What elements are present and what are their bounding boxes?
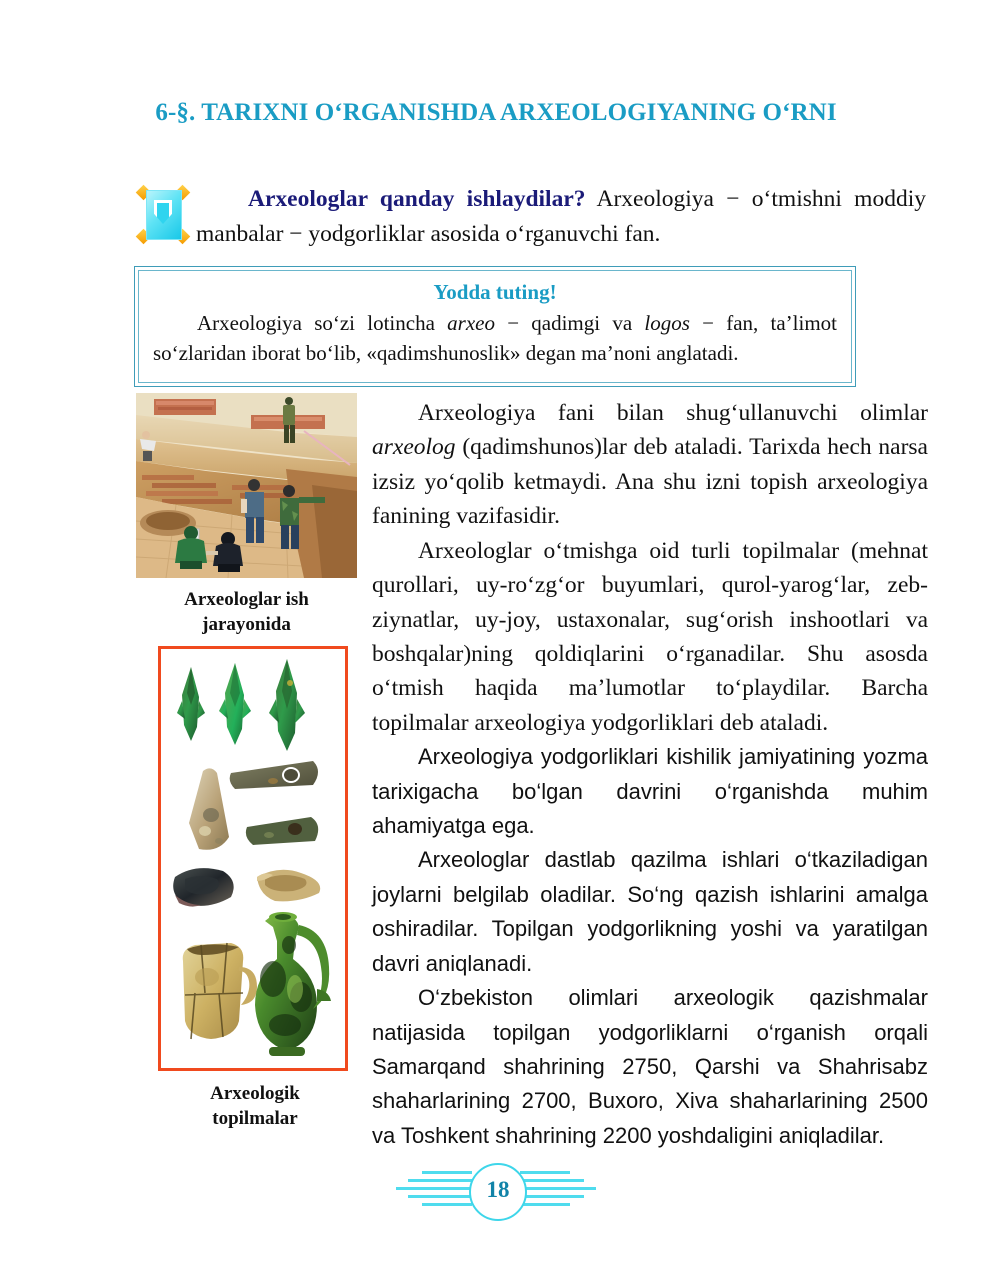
note-part-1: Arxeologiya so‘zi lotincha — [197, 311, 448, 335]
caption-line-2: jarayonida — [202, 613, 291, 635]
artifacts-photo-graphic — [161, 649, 345, 1068]
page-number: 18 — [469, 1163, 527, 1221]
note-italic-logos: logos — [644, 311, 690, 335]
note-part-2: − qadimgi va — [494, 311, 645, 335]
remember-box-inner — [138, 270, 852, 383]
paragraph-1-b: (qadimshunos)lar deb ataladi. Tarixda hech narsa izsiz yo‘qolib ketmaydi. Ana shu izni topish arxeologiya fanining vazifasidir. — [372, 434, 928, 530]
paragraph-5: O‘zbekiston olimlari arxeologik qazishmalar natijasida topilgan yodgorliklarni o‘rganish orqali Samarqand shahrining 2750, Qarshi va Shahrisabz shaharlarining 2700, Buxoro, Xiva shaharlarining 2500 va Toshkent shahrining 2200 yoshdaligini aniqladilar. — [372, 985, 928, 1148]
paragraph-2: Arxeologlar o‘tmishga oid turli topilmalar (mehnat qurollari, uy-ro‘zg‘or buyumlari, qurol-yarog‘lar, zeb-ziynatlar, uy-joy, ustaxonalar, sug‘orish inshootlari va boshqalar)ning qoldiqlarini o‘rganadilar. Shu asosda o‘tmish haqida ma’lumotlar to‘playdilar. Barcha topilmalar arxeologiya yodgorliklari deb ataladi. — [372, 537, 928, 736]
intro-text — [136, 182, 926, 253]
remember-box-body — [153, 309, 837, 369]
artifacts-photo-caption — [150, 1082, 360, 1131]
paragraph-1 — [372, 396, 928, 534]
excavation-photo — [136, 393, 357, 578]
paragraph-1-a: Arxeologiya fani bilan shug‘ullanuvchi olimlar — [418, 400, 928, 426]
intro-block — [136, 182, 926, 253]
paragraph-4: Arxeologlar dastlab qazilma ishlari o‘tkaziladigan joylarni belgilab oladilar. So‘ng qazish ishlarini amalga oshiradilar. Topilgan yodgorlikning yoshi va yaratilgan davri aniqlanadi. — [372, 847, 928, 976]
body-text-column — [372, 396, 928, 1153]
footer-ornament-left — [392, 1163, 478, 1217]
remember-box — [134, 266, 856, 387]
note-italic-arxeo: arxeo — [447, 311, 495, 335]
caption-line-2: topilmalar — [212, 1107, 298, 1129]
artifacts-photo — [158, 646, 348, 1071]
excavation-photo-graphic — [136, 393, 357, 578]
excavation-photo-caption — [136, 588, 357, 637]
paragraph-1-italic-arxeolog: arxeolog — [372, 434, 456, 461]
paragraph-3: Arxeologiya yodgorliklari kishilik jamiyatining yozma tarixigacha bo‘lgan davrini o‘rganishda muhim ahamiyatga ega. — [372, 744, 928, 839]
note-part-3: − fan, ta’limot so‘zlaridan iborat bo‘lib, «qadimshunoslik» degan ma’noni anglatadi. — [153, 311, 837, 365]
intro-lead-question: Arxeologlar qanday ishlaydilar? — [248, 186, 586, 212]
bookmark-shield-icon — [136, 186, 190, 244]
page-footer — [0, 1155, 992, 1217]
page-title: 6-§. TARIXNI O‘RGANISHDA ARXEOLOGIYANING O‘RNI — [155, 99, 837, 126]
intro-definition: Arxeologiya − o‘tmishni moddiy manbalar − yodgorliklar asosida o‘rganuvchi fan. — [196, 186, 926, 248]
caption-line-1: Arxeologik — [210, 1083, 300, 1104]
caption-line-1: Arxeologlar ish — [184, 589, 309, 610]
remember-box-title: Yodda tuting! — [433, 280, 557, 304]
